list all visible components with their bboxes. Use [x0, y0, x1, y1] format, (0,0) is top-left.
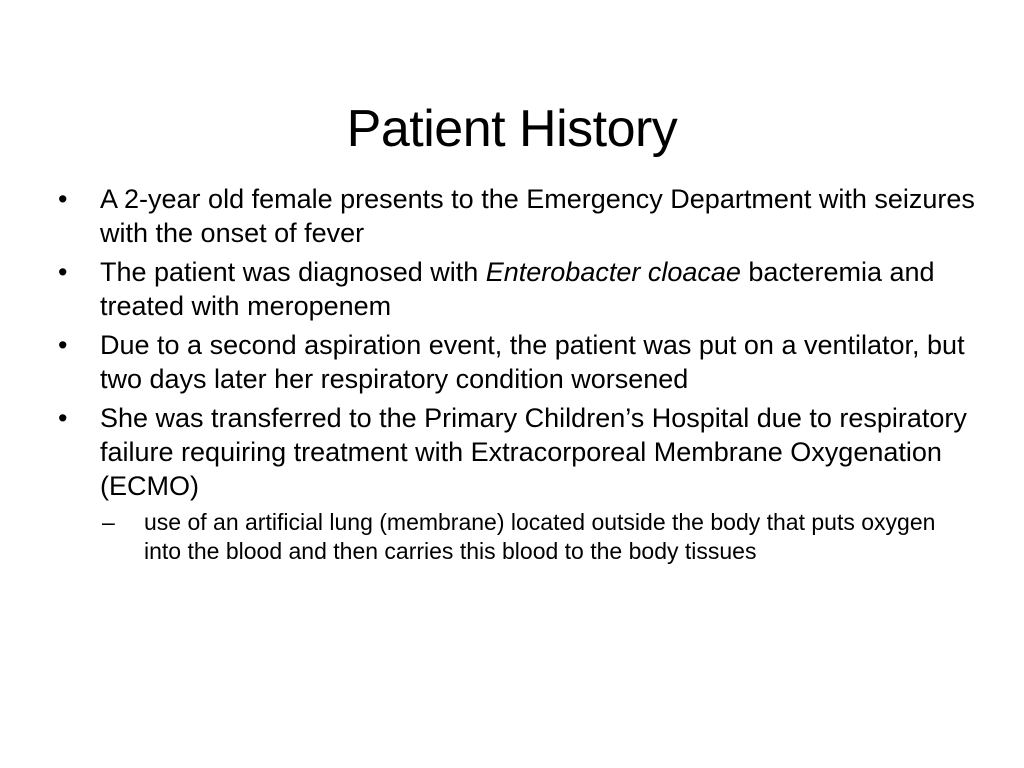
organism-name: Enterobacter cloacae: [485, 257, 741, 287]
bullet-item: [56, 328, 976, 396]
bullet-item: [56, 255, 976, 323]
bullet-list: [56, 182, 976, 566]
bullet-mark: •: [58, 330, 68, 360]
bullet-mark: •: [58, 184, 68, 214]
bullet-text: She was transferred to the Primary Children’s Hospital due to respiratory failure requiring treatment with Extracorporeal Membrane Oxygenation (ECMO): [100, 403, 967, 501]
bullet-mark: •: [58, 403, 68, 433]
sub-bullet-item: [100, 508, 976, 566]
bullet-text: [100, 257, 935, 321]
bullet-text-before: The patient was diagnosed with: [100, 257, 486, 287]
bullet-text: Due to a second aspiration event, the patient was put on a ventilator, but two days later her respiratory condition worsened: [100, 330, 965, 394]
dash-mark: –: [102, 509, 115, 535]
bullet-item: [56, 182, 976, 250]
bullet-text: A 2-year old female presents to the Emergency Department with seizures with the onset of fever: [100, 184, 975, 248]
bullet-mark: •: [58, 257, 68, 287]
bullet-item: [56, 401, 976, 503]
sub-bullet-text: use of an artificial lung (membrane) located outside the body that puts oxygen into the blood and then carries this blood to the body tissues: [144, 509, 936, 564]
slide-title: Patient History: [346, 99, 678, 158]
bullet-text-after: bacteremia and treated with meropenem: [100, 257, 935, 321]
